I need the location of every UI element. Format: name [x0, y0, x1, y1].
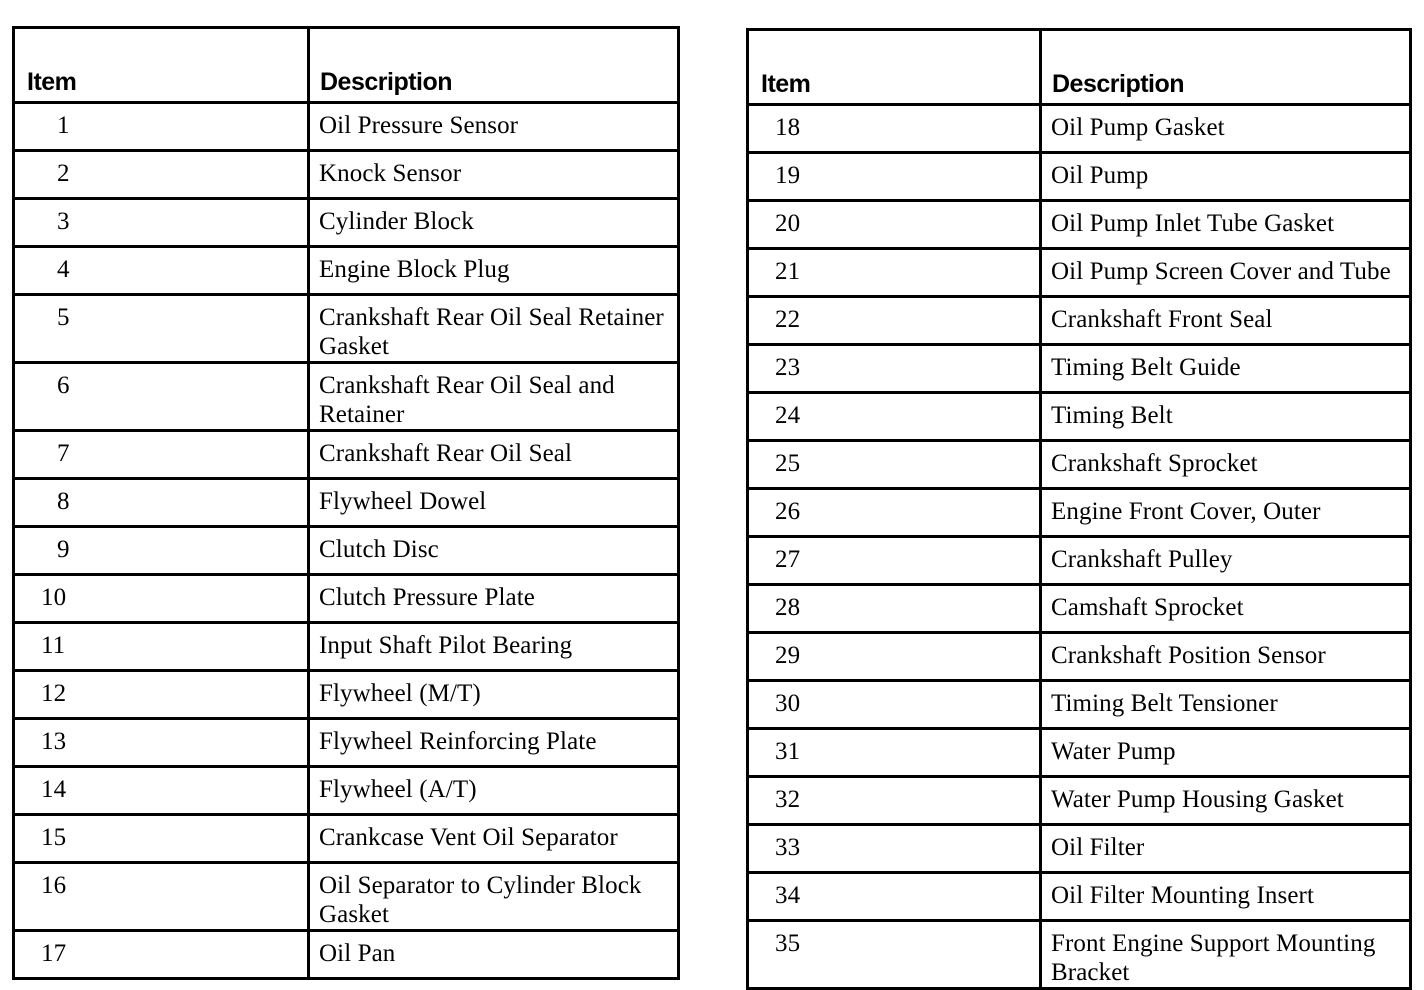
item-number-cell: 10	[14, 575, 309, 623]
table-row	[14, 151, 679, 199]
description-cell: Timing Belt	[1041, 393, 1411, 441]
description-cell: Oil Pump Gasket	[1041, 105, 1411, 153]
description-cell: Crankshaft Sprocket	[1041, 441, 1411, 489]
parts-table-right	[746, 28, 1412, 990]
description-cell: Clutch Pressure Plate	[309, 575, 679, 623]
table-row	[748, 873, 1411, 921]
table-row	[748, 393, 1411, 441]
column-header-item: Item	[748, 30, 1041, 105]
item-number-cell: 3	[14, 199, 309, 247]
item-number-cell: 33	[748, 825, 1041, 873]
table-header-row	[14, 28, 679, 103]
table-body	[748, 105, 1411, 989]
parts-table-left	[12, 26, 680, 980]
column-header-description: Description	[309, 28, 679, 103]
item-number-cell: 14	[14, 767, 309, 815]
item-number-cell: 16	[14, 863, 309, 931]
table-row	[14, 863, 679, 931]
description-cell: Flywheel (M/T)	[309, 671, 679, 719]
description-cell: Engine Block Plug	[309, 247, 679, 295]
table-row	[748, 921, 1411, 989]
item-number-cell: 19	[748, 153, 1041, 201]
description-cell: Oil Separator to Cylinder Block Gasket	[309, 863, 679, 931]
item-number-cell: 30	[748, 681, 1041, 729]
table-row	[14, 247, 679, 295]
item-number-cell: 22	[748, 297, 1041, 345]
description-cell: Crankshaft Rear Oil Seal	[309, 431, 679, 479]
table-row	[748, 249, 1411, 297]
description-cell: Oil Filter	[1041, 825, 1411, 873]
table-row	[748, 777, 1411, 825]
table-row	[14, 767, 679, 815]
item-number-cell: 13	[14, 719, 309, 767]
item-number-cell: 21	[748, 249, 1041, 297]
item-number-cell: 15	[14, 815, 309, 863]
table-row	[14, 295, 679, 363]
item-number-cell: 24	[748, 393, 1041, 441]
item-number-cell: 11	[14, 623, 309, 671]
table-row	[748, 105, 1411, 153]
column-header-item: Item	[14, 28, 309, 103]
item-number-cell: 6	[14, 363, 309, 431]
item-number-cell: 27	[748, 537, 1041, 585]
table-row	[748, 681, 1411, 729]
table-row	[14, 363, 679, 431]
item-number-cell: 4	[14, 247, 309, 295]
item-number-cell: 5	[14, 295, 309, 363]
item-number-cell: 12	[14, 671, 309, 719]
table-row	[748, 537, 1411, 585]
description-cell: Water Pump Housing Gasket	[1041, 777, 1411, 825]
description-cell: Crankcase Vent Oil Separator	[309, 815, 679, 863]
description-cell: Crankshaft Rear Oil Seal Retainer Gasket	[309, 295, 679, 363]
table-row	[748, 633, 1411, 681]
table-row	[14, 199, 679, 247]
table-row	[14, 623, 679, 671]
table-row	[14, 479, 679, 527]
item-number-cell: 25	[748, 441, 1041, 489]
table-row	[748, 201, 1411, 249]
item-number-cell: 23	[748, 345, 1041, 393]
table-header-row	[748, 30, 1411, 105]
description-cell: Oil Pressure Sensor	[309, 103, 679, 151]
table-row	[748, 729, 1411, 777]
description-cell: Knock Sensor	[309, 151, 679, 199]
table-row	[748, 297, 1411, 345]
description-cell: Crankshaft Position Sensor	[1041, 633, 1411, 681]
table-row	[14, 719, 679, 767]
item-number-cell: 35	[748, 921, 1041, 989]
item-number-cell: 29	[748, 633, 1041, 681]
description-cell: Timing Belt Tensioner	[1041, 681, 1411, 729]
item-number-cell: 18	[748, 105, 1041, 153]
table-row	[14, 431, 679, 479]
description-cell: Cylinder Block	[309, 199, 679, 247]
table-row	[14, 815, 679, 863]
description-cell: Timing Belt Guide	[1041, 345, 1411, 393]
description-cell: Crankshaft Rear Oil Seal and Retainer	[309, 363, 679, 431]
table-body	[14, 103, 679, 979]
table-row	[748, 489, 1411, 537]
description-cell: Oil Pump	[1041, 153, 1411, 201]
item-number-cell: 34	[748, 873, 1041, 921]
item-number-cell: 31	[748, 729, 1041, 777]
table-row	[748, 153, 1411, 201]
item-number-cell: 7	[14, 431, 309, 479]
table-row	[14, 931, 679, 979]
item-number-cell: 9	[14, 527, 309, 575]
item-number-cell: 20	[748, 201, 1041, 249]
item-number-cell: 17	[14, 931, 309, 979]
description-cell: Oil Filter Mounting Insert	[1041, 873, 1411, 921]
description-cell: Oil Pump Screen Cover and Tube	[1041, 249, 1411, 297]
item-number-cell: 32	[748, 777, 1041, 825]
table-row	[748, 585, 1411, 633]
table-row	[748, 825, 1411, 873]
description-cell: Oil Pump Inlet Tube Gasket	[1041, 201, 1411, 249]
description-cell: Input Shaft Pilot Bearing	[309, 623, 679, 671]
column-header-description: Description	[1041, 30, 1411, 105]
table-row	[14, 671, 679, 719]
item-number-cell: 2	[14, 151, 309, 199]
description-cell: Crankshaft Front Seal	[1041, 297, 1411, 345]
description-cell: Water Pump	[1041, 729, 1411, 777]
item-number-cell: 8	[14, 479, 309, 527]
description-cell: Front Engine Support Mounting Bracket	[1041, 921, 1411, 989]
description-cell: Camshaft Sprocket	[1041, 585, 1411, 633]
table-row	[14, 527, 679, 575]
description-cell: Flywheel (A/T)	[309, 767, 679, 815]
description-cell: Oil Pan	[309, 931, 679, 979]
table-row	[14, 575, 679, 623]
table-row	[748, 441, 1411, 489]
description-cell: Flywheel Dowel	[309, 479, 679, 527]
item-number-cell: 26	[748, 489, 1041, 537]
description-cell: Flywheel Reinforcing Plate	[309, 719, 679, 767]
item-number-cell: 1	[14, 103, 309, 151]
description-cell: Clutch Disc	[309, 527, 679, 575]
table-row	[748, 345, 1411, 393]
table-row	[14, 103, 679, 151]
description-cell: Crankshaft Pulley	[1041, 537, 1411, 585]
description-cell: Engine Front Cover, Outer	[1041, 489, 1411, 537]
item-number-cell: 28	[748, 585, 1041, 633]
